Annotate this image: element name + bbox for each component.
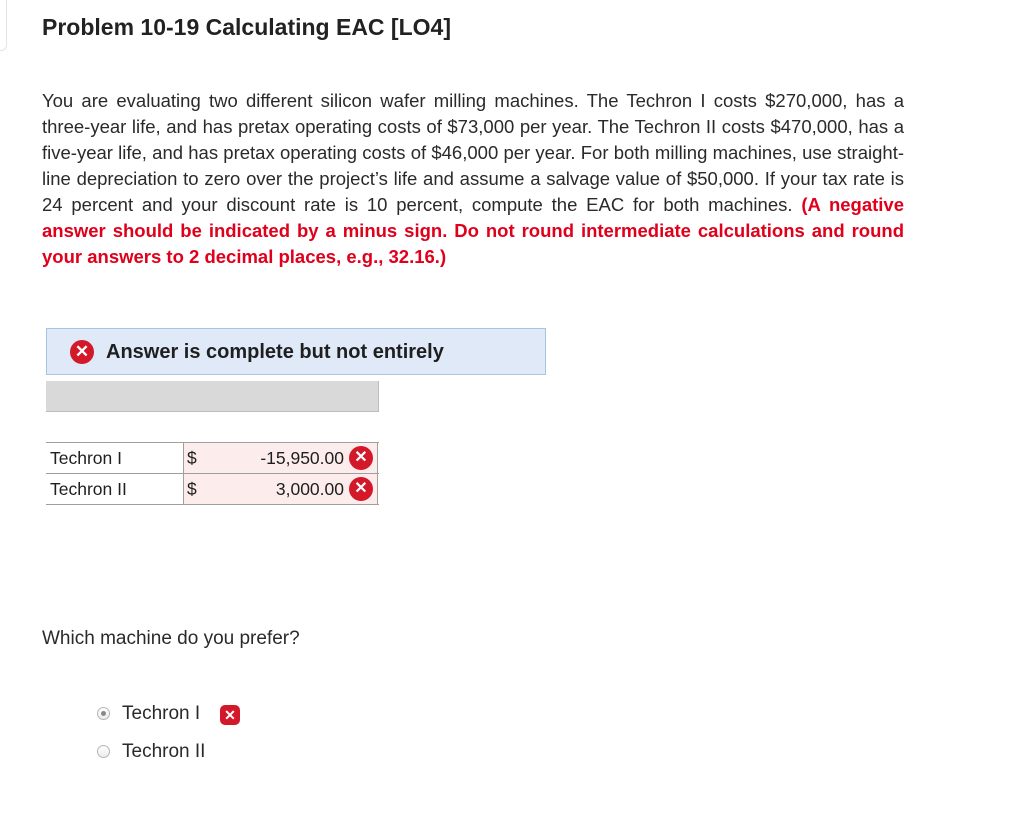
table-header [46, 381, 379, 412]
incorrect-x-icon: ✕ [349, 446, 373, 470]
table-row-techron-2 [46, 474, 379, 505]
option-label: Techron I [122, 703, 201, 724]
answer-value: 3,000.00 [275, 479, 344, 499]
question-prompt: Which machine do you prefer? [42, 628, 300, 649]
problem-body: You are evaluating two different silicon wafer milling machines. The Techron I costs $270,000, has a three-year life, and has pretax operating costs of $73,000 per year. The Techron II costs $470,000, has a five-year life, and has pretax operating costs of $46,000 per year. For both milling machines, use straight-line depreciation to zero over the project’s life and assume a salvage value of $50,000. If your tax rate is 24 percent and your discount rate is 10 percent, compute the EAC for both machines. [42, 90, 904, 215]
feedback-message: Answer is complete but not entirely [106, 341, 444, 363]
incorrect-x-icon: ✕ [349, 477, 373, 501]
currency-symbol: $ [187, 448, 197, 468]
answer-input-techron-1[interactable] [183, 443, 378, 473]
radio-button-techron-2[interactable] [97, 745, 110, 758]
radio-button-techron-1[interactable] [97, 707, 110, 720]
currency-symbol: $ [187, 479, 197, 499]
x-circle-icon: ✕ [70, 340, 94, 364]
problem-title: Problem 10-19 Calculating EAC [LO4] [42, 14, 451, 40]
incorrect-x-icon: ✕ [220, 705, 240, 725]
row-label: Techron II [50, 479, 127, 499]
left-panel-edge [0, 0, 7, 51]
option-label: Techron II [122, 741, 206, 762]
table-spacer [46, 412, 379, 442]
problem-statement [42, 88, 904, 270]
answer-value: -15,950.00 [260, 448, 344, 468]
answer-input-techron-2[interactable] [183, 474, 378, 504]
table-row-techron-1 [46, 442, 379, 474]
feedback-banner [46, 328, 546, 375]
row-label: Techron I [50, 448, 122, 468]
answer-table [46, 381, 379, 505]
problem-instructions: (A negative answer should be indicated by a minus sign. Do not round intermediate calculations and round your answers to 2 decimal places, e.g., 32.16.) [42, 194, 905, 267]
